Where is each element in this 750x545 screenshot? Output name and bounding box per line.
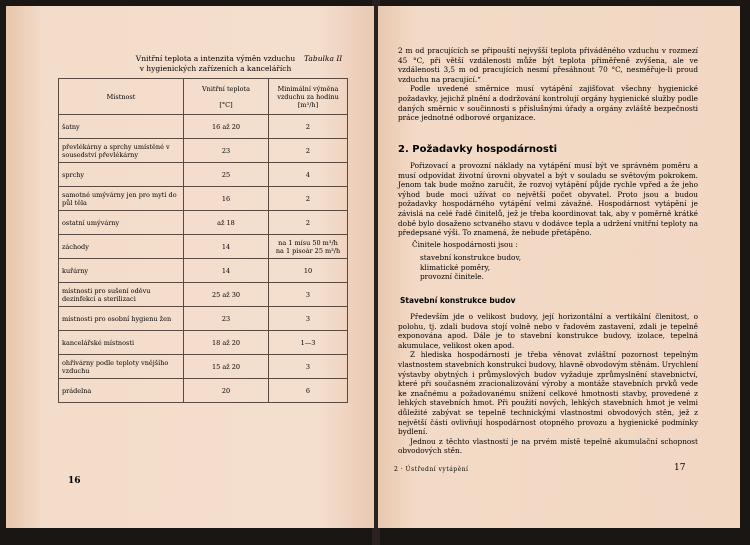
temp-cell: 16 [184,187,269,211]
table-row [59,163,348,187]
exchange-cell: 4 [269,163,348,187]
temp-cell: 25 [184,163,269,187]
factors-label: Činitele hospodárnosti jsou : [412,240,518,249]
table-caption [118,54,313,74]
section-heading: 2. Požadavky hospodárnosti [398,144,558,155]
caption-line-2: v hygienických zařízeních a kancelářích [139,64,292,73]
temp-cell: 14 [184,235,269,259]
temp-cell: 14 [184,259,269,283]
table-row [59,355,348,379]
paragraph-1: 2 m od pracujících se připouští nejvyšší teplota přiváděného vzduchu v rozmezí 45 °C, při větší vzdálenosti může být teplota přiměřeně zvýšena, ale ve vzdálenosti 3,5 m od pracujících nesmí přesáhnout 70 °C, nesměřuje-li proud vzduchu na pracující.“ [398,46,698,84]
temp-cell: 16 až 20 [184,115,269,139]
exchange-cell: 2 [269,115,348,139]
paragraph-3: Pořizovací a provozní náklady na vytápění musí být ve správném poměru a musí odpovídat životní úrovni obyvatel a být v souladu se světovým pokrokem. Jenom tak bude možno zaručit, že rozvoj vytápění půjde rychle vpřed a že jeho výhod bude moci užívat co největší počet obyvatel. Proto jsou a budou požadavky hospodárného vytápění velmi závažné. Hospodárnost vytápění je závislá na celé řadě činitelů, jež je třeba koordinovat tak, aby v poměrně krátké době bylo dosaženo sctvaného stavu v dodávce tepla a udržení vnitřní teploty na předepsané výši. To znamená, že nebude přetápěno. [398,161,698,238]
temp-cell: 18 až 20 [184,331,269,355]
header-room: Místnost [59,79,184,115]
exchange-cell: 3 [269,307,348,331]
list-item: klimatické poměry, [420,262,491,272]
room-cell: místnosti pro sušení oděvu dezinfekci a sterilizaci [59,283,184,307]
temperature-table [58,78,348,403]
temp-cell: 20 [184,379,269,403]
table-row [59,187,348,211]
temp-cell: 25 až 30 [184,283,269,307]
list-item: provozní činitele. [420,272,484,282]
table-row [59,307,348,331]
table-row [59,115,348,139]
room-cell: místnosti pro osobní hygienu žen [59,307,184,331]
paragraph-2: Podle uvedené směrnice musí vytápění zajišťovat všechny hygienické požadavky, jejichž plnění a dodržování kontrolují orgány hygienické služby podle daných směrnic v součinnosti s příslušnými úřady a orgány zvláště bezpečnosti práce jednotné odborové organizace. [398,84,698,123]
exchange-cell: 3 [269,355,348,379]
table-row [59,139,348,163]
paragraph-5: Z hlediska hospodárnosti je třeba věnovat zvláštní pozornost tepelným vlastnostem stavebních konstrukcí budovy, hlavně obvodovým stěnám. Urychlení výstavby obytných i průmyslových budov vyžaduje zprůmyslnění stavebnictví, které při současném zracionalizování výroby a montáže stavebních prvků vede ke značnému a požadovanému snížení celkové hmotnosti stavby, provedené z lehkých stavebních hmot. Při použití nových, lehkých stavebních hmot je velmi důležité zabývat se tepelně technickými vlastnostmi obvodových stěn, jež z největší části ovlivňují hospodárnost otopného provozu a hygienické podmínky bydlení. [398,350,698,437]
exchange-cell: 2 [269,187,348,211]
caption-line-1: Vnitřní teplota a intenzita výměn vzduchu [135,54,296,63]
table-row [59,331,348,355]
room-cell: prádelna [59,379,184,403]
table-row [59,379,348,403]
paragraph-block-4 [398,312,698,456]
temp-cell: 23 [184,139,269,163]
temp-cell: 23 [184,307,269,331]
running-footer: 2 · Ústřední vytápění [394,466,469,473]
paragraph-block-3 [398,161,698,238]
room-cell: převlékárny a sprchy umístěné v sousedství převlékárny [59,139,184,163]
exchange-cell: 1—3 [269,331,348,355]
room-cell: samotné umývárny jen pro mytí do půl těla [59,187,184,211]
table-label: Tabulka II [304,54,343,63]
paragraph-continuation [398,46,698,123]
exchange-cell: 2 [269,211,348,235]
page-number-left: 16 [68,476,81,486]
paragraph-6: Jednou z těchto vlastností je na prvém místě tepelně akumulační schopnost obvodových stěn. [398,436,698,456]
factors-list [420,253,521,282]
room-cell: šatny [59,115,184,139]
room-cell: ostatní umývárny [59,211,184,235]
table-row [59,235,348,259]
table-row [59,283,348,307]
temp-cell: až 18 [184,211,269,235]
room-cell: kuřárny [59,259,184,283]
exchange-cell: 6 [269,379,348,403]
list-item: stavební konstrukce budov, [420,253,522,262]
header-temperature: Vnitřní teplota [°C] [184,79,269,115]
exchange-cell: na 1 mísu 50 m³/h na 1 pisoár 25 m³/h [269,235,348,259]
exchange-cell: 2 [269,139,348,163]
table-row [59,259,348,283]
temp-cell: 15 až 20 [184,355,269,379]
room-cell: kancelářské místnosti [59,331,184,355]
page-number-right: 17 [674,463,686,473]
room-cell: sprchy [59,163,184,187]
room-cell: záchody [59,235,184,259]
table-row [59,211,348,235]
exchange-cell: 10 [269,259,348,283]
room-cell: ohřívárny podle teploty vnějšího vzduchu [59,355,184,379]
exchange-cell: 3 [269,283,348,307]
header-exchange: Minimální výměna vzduchu za hodinu [m³/h] [269,79,348,115]
subsection-heading: Stavební konstrukce budov [400,296,516,305]
paragraph-4: Především jde o velikost budovy, její horizontální a vertikální členitost, o polohu, tj. zdali budova stojí volně nebo v řadovém zastavení, zdali je tepelně exponována apod. Dále je to stavební konstrukce budovy, izolace, tepelná akumulace, velikost oken apod. [398,312,698,350]
